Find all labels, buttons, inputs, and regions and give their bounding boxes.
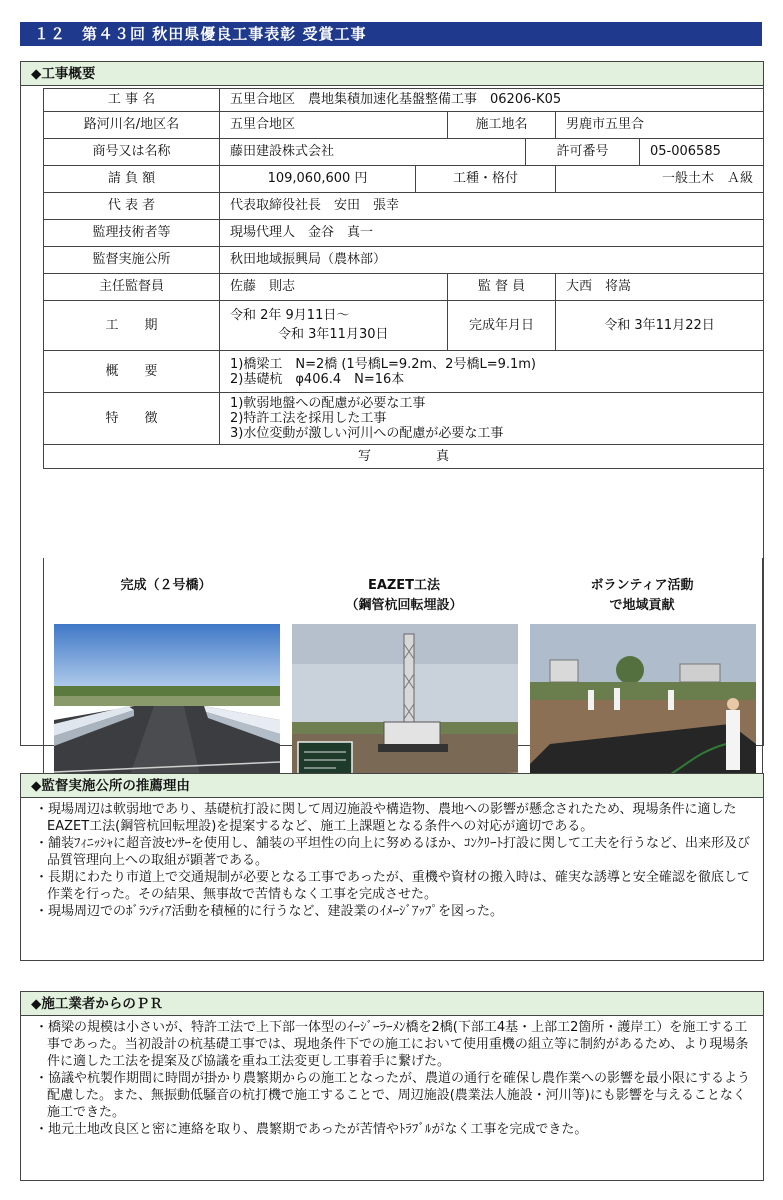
pr-section	[20, 991, 764, 1181]
amount-value: 109,060,600 円	[220, 166, 416, 193]
overview-section	[20, 61, 764, 746]
recommend-item: ・ 長期にわたり市道上で交通規制が必要となる工事であったが、重機や資材の搬入時は、確実な誘導と安全確認を徹底して作業を行った。その結果、無事故で苦情もなく工事を完成させた。	[35, 869, 755, 903]
permit-value: 05-006585	[640, 139, 764, 166]
pr-item: ・ 地元土地改良区と密に連絡を取り、農繁期であったが苦情やﾄﾗﾌﾞﾙがなく工事を完成できた。	[35, 1121, 755, 1138]
amount-label: 請 負 額	[44, 166, 220, 193]
grade-label: 工種・格付	[416, 166, 556, 193]
pr-heading: ◆施工業者からのＰＲ	[21, 992, 763, 1016]
volunteer-photo	[530, 624, 756, 792]
pr-item: ・ 協議や杭製作期間に時間が掛かり農繁期からの施工となったが、農道の通行を確保し農作業への影響を最小限にするよう配慮した。また、無振動低騒音の杭打機で施工することで、周辺施設(農業法人施設・河川等)にも影響を与えることなく施工できた。	[35, 1070, 755, 1121]
pr-list	[21, 1016, 763, 1138]
row-chief	[44, 274, 764, 301]
overview-heading: ◆工事概要	[21, 62, 763, 86]
recommend-item: ・ 現場周辺は軟弱地であり、基礎杭打設に関して周辺施設や構造物、農地への影響が懸念されたため、現場条件に適したEAZET工法(鋼管杭回転埋設)を提案するなど、施工上課題となる条件への対応が適切である。	[35, 801, 755, 835]
period-label: 工 期	[44, 301, 220, 351]
photo-row	[43, 558, 763, 804]
overview-table	[43, 88, 764, 469]
recommend-item: ・ 現場周辺でのﾎﾞﾗﾝﾃｨｱ活動を積極的に行うなど、建設業のｲﾒｰｼﾞｱｯﾌﾟを図った。	[35, 903, 755, 920]
recommend-item: ・ 舗装ﾌｨﾆｯｼｬに超音波ｾﾝｻｰを使用し、舗装の平坦性の向上に努めるほか、ｺﾝｸﾘｰﾄ打設に関して工夫を行うなど、出来形及び品質管理向上への取組が顕著である。	[35, 835, 755, 869]
period-start: 令和 2年 9月11日～	[230, 308, 350, 323]
summary-label: 概 要	[44, 351, 220, 393]
row-river	[44, 112, 764, 139]
row-period	[44, 301, 764, 351]
company-value: 藤田建設株式会社	[220, 139, 526, 166]
photo-2-caption: EAZET工法 （鋼管杭回転埋設）	[345, 578, 463, 613]
rep-value: 代表取締役社長 安田 張幸	[220, 193, 764, 220]
rep-label: 代 表 者	[44, 193, 220, 220]
features-value: 1)軟弱地盤への配慮が必要な工事 2)特許工法を採用した工事 3)水位変動が激しい河川への配慮が必要な工事	[220, 393, 764, 445]
page-title: １２ 第４３回 秋田県優良工事表彰 受賞工事	[20, 22, 762, 46]
river-label: 路河川名/地区名	[44, 112, 220, 139]
photo-3	[526, 558, 758, 804]
row-rep	[44, 193, 764, 220]
row-features	[44, 393, 764, 445]
period-end: 令和 3年11月30日	[278, 327, 389, 342]
office-value: 秋田地域振興局（農林部）	[220, 247, 764, 274]
row-name	[44, 89, 764, 112]
office-label: 監督実施公所	[44, 247, 220, 274]
photo-3-caption: ボランティア活動 で地域貢献	[590, 578, 694, 613]
pr-item: ・ 橋梁の規模は小さいが、特許工法で上下部一体型のｲｰｼﾞｰﾗｰﾒﾝ橋を2橋(下部工4基・上部工2箇所・護岸工）を施工する工事であった。当初設計の杭基礎工事では、現地条件下での施工において使用重機の組立等に制約があるため、より現場条件に適した工法を提案及び協議を重ね工法変更し工事着手に繋げた。	[35, 1019, 755, 1070]
supervisor-value: 大西 将嵩	[556, 274, 764, 301]
name-label: 工 事 名	[44, 89, 220, 112]
site-value: 男鹿市五里合	[556, 112, 764, 139]
recommend-heading: ◆監督実施公所の推薦理由	[21, 774, 763, 798]
photos-label: 写 真	[44, 445, 764, 469]
features-label: 特 徴	[44, 393, 220, 445]
row-summary	[44, 351, 764, 393]
site-label: 施工地名	[448, 112, 556, 139]
completion-label: 完成年月日	[448, 301, 556, 351]
period-cell	[220, 301, 448, 351]
permit-label: 許可番号	[526, 139, 640, 166]
recommend-section	[20, 773, 764, 961]
completion-value: 令和 3年11月22日	[556, 301, 764, 351]
chief-label: 主任監督員	[44, 274, 220, 301]
photo-1	[50, 558, 282, 804]
grade-value: 一般土木 Ａ級	[556, 166, 764, 193]
pile-driver-photo	[292, 624, 518, 792]
row-office	[44, 247, 764, 274]
summary-value: 1)橋梁工 N=2橋 (1号橋L=9.2m、2号橋L=9.1m) 2)基礎杭 φ406.4 N=16本	[220, 351, 764, 393]
engineer-label: 監理技術者等	[44, 220, 220, 247]
river-value: 五里合地区	[220, 112, 448, 139]
row-engineer	[44, 220, 764, 247]
row-photos	[44, 445, 764, 469]
row-company	[44, 139, 764, 166]
name-value: 五里合地区 農地集積加速化基盤整備工事 06206-K05	[220, 89, 764, 112]
photo-2	[288, 558, 520, 804]
recommend-list	[21, 798, 763, 920]
bridge-photo	[54, 624, 280, 792]
supervisor-label: 監 督 員	[448, 274, 556, 301]
chief-value: 佐藤 則志	[220, 274, 448, 301]
row-amount	[44, 166, 764, 193]
engineer-value: 現場代理人 金谷 真一	[220, 220, 764, 247]
company-label: 商号又は名称	[44, 139, 220, 166]
photo-1-caption: 完成（２号橋）	[120, 578, 212, 593]
